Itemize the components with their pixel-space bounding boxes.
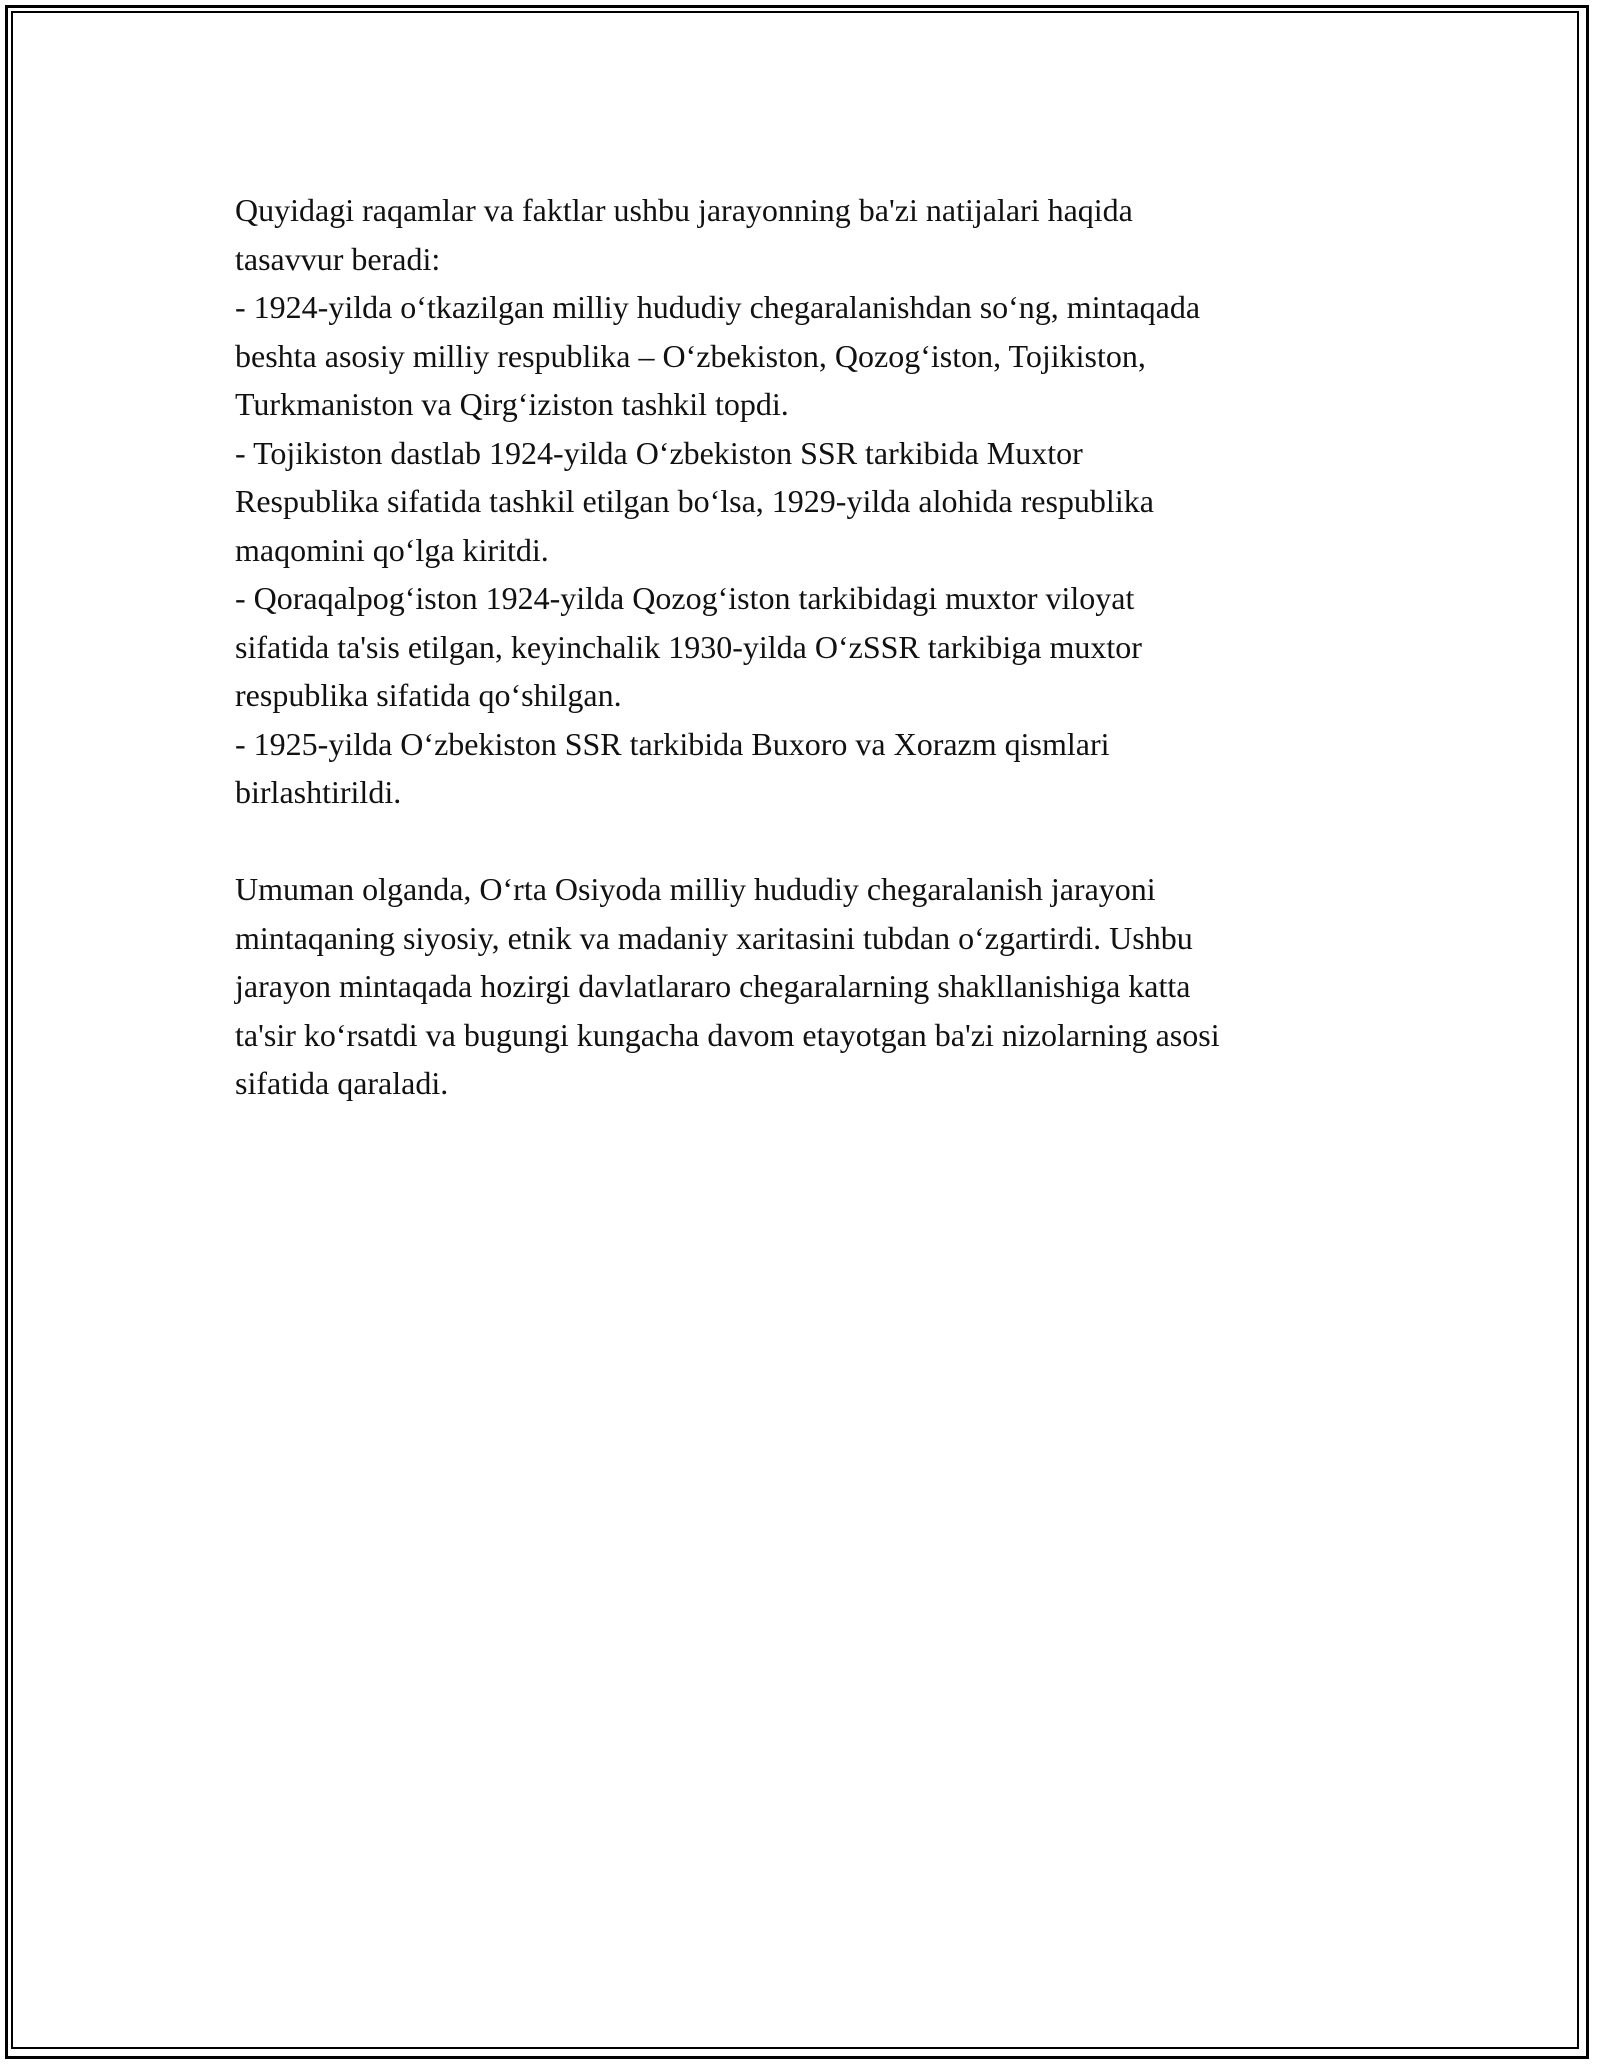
fact-line: respublika sifatida qo‘shilgan. xyxy=(235,677,622,713)
paragraph-gap xyxy=(235,817,1375,866)
fact-line: sifatida ta'sis etilgan, keyinchalik 1930-yilda O‘zSSR tarkibiga muxtor xyxy=(235,628,1142,665)
fact-line: Turkmaniston va Qirg‘iziston tashkil topdi. xyxy=(235,386,789,422)
conclusion-line: sifatida qaraladi. xyxy=(235,1065,449,1101)
conclusion-line: mintaqaning siyosiy, etnik va madaniy xaritasini tubdan o‘zgartirdi. Ushbu xyxy=(235,919,1193,956)
fact-line: Respublika sifatida tashkil etilgan bo‘lsa, 1929-yilda alohida respublika xyxy=(235,483,1154,519)
fact-line: - 1925-yilda O‘zbekiston SSR tarkibida Buxoro va Xorazm qismlari xyxy=(235,725,1110,762)
fact-line: maqomini qo‘lga kiritdi. xyxy=(235,531,549,568)
fact-line: - Tojikiston dastlab 1924-yilda O‘zbekiston SSR tarkibida Muxtor xyxy=(235,434,1083,471)
fact-line: birlashtirildi. xyxy=(235,774,402,810)
fact-line: beshta asosiy milliy respublika – O‘zbekiston, Qozog‘iston, Tojikiston, xyxy=(235,337,1146,374)
conclusion-line: Umuman olganda, O‘rta Osiyoda milliy hududiy chegaralanish jarayoni xyxy=(235,871,1156,907)
intro-line: Quyidagi raqamlar va faktlar ushbu jarayonning ba'zi natijalari haqida xyxy=(235,192,1133,228)
fact-line: - 1924-yilda o‘tkazilgan milliy hududiy chegaralanishdan so‘ng, mintaqada xyxy=(235,289,1201,325)
document-body xyxy=(235,186,1375,1108)
intro-line: tasavvur beradi: xyxy=(235,240,441,277)
fact-line: - Qoraqalpog‘iston 1924-yilda Qozog‘iston tarkibidagi muxtor viloyat xyxy=(235,580,1135,616)
conclusion-line: ta'sir ko‘rsatdi va bugungi kungacha davom etayotgan ba'zi nizolarning asosi xyxy=(235,1016,1220,1053)
conclusion-line: jarayon mintaqada hozirgi davlatlararo chegaralarning shakllanishiga katta xyxy=(235,968,1191,1004)
